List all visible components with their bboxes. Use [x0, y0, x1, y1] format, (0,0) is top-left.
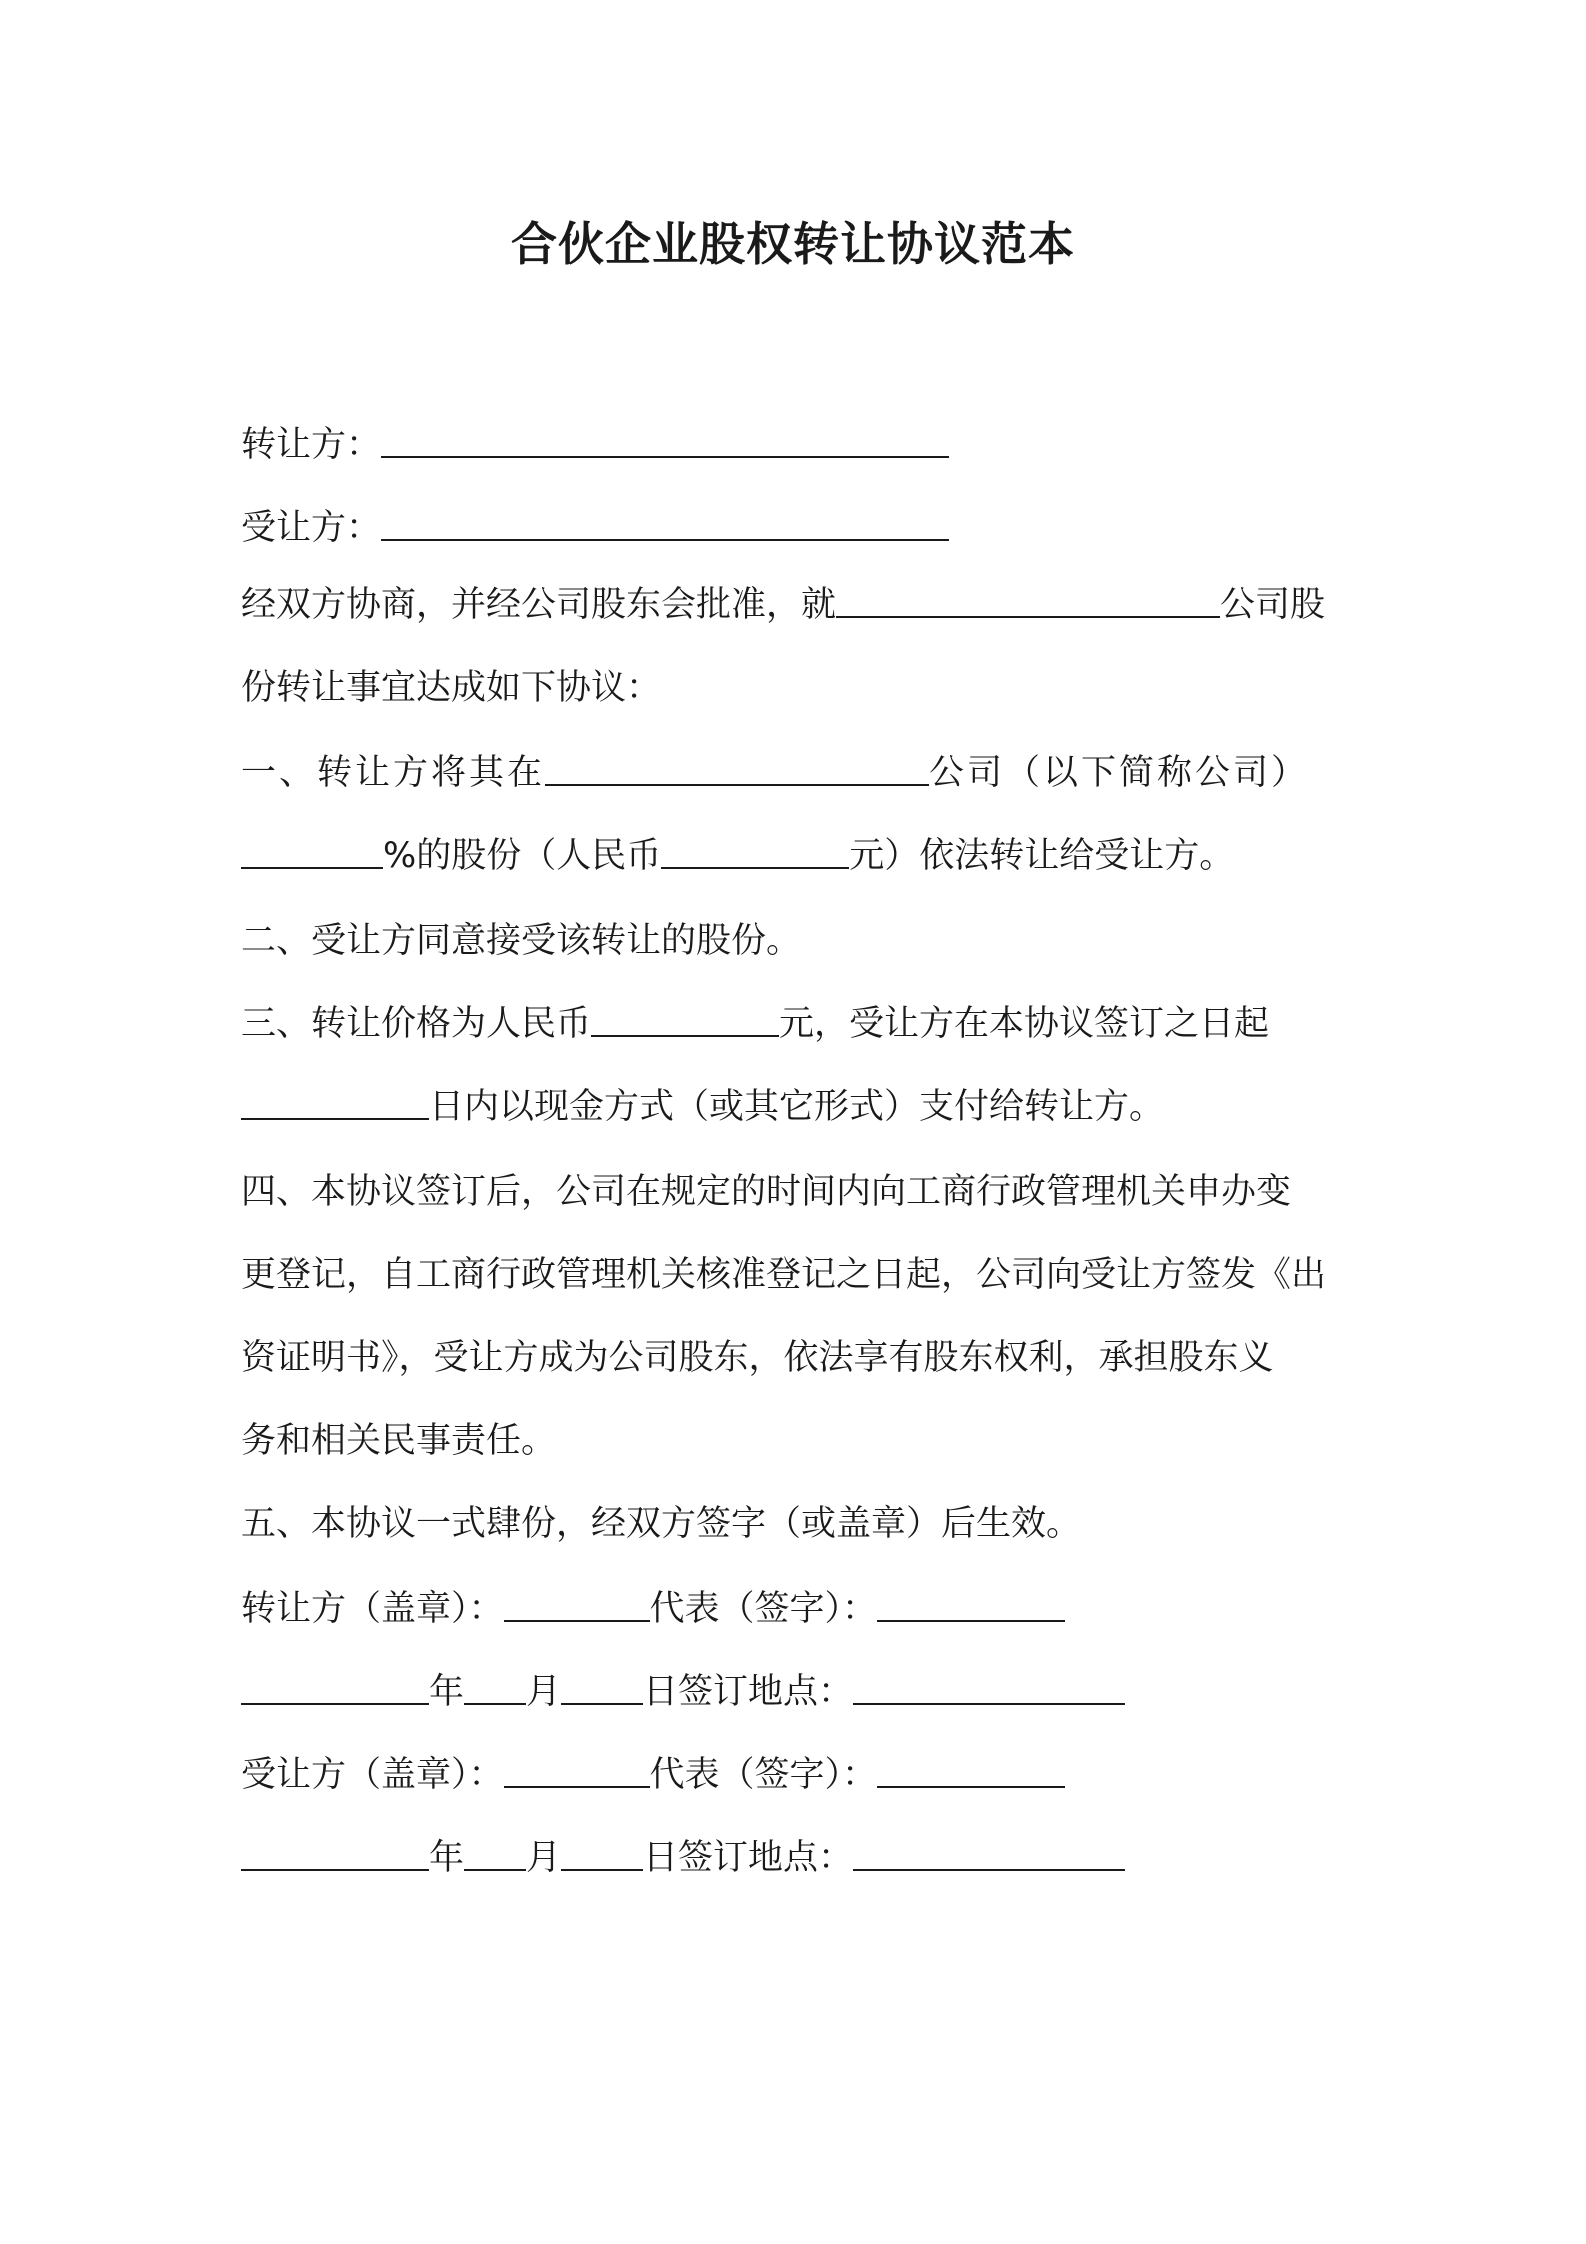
intro-text-1: 经双方协商，并经公司股东会批准，就: [241, 585, 837, 625]
intro-text-2: 公司股: [1220, 585, 1326, 625]
transferor-signature-line: [241, 1584, 1361, 1634]
clause1-text-2: 公司（以下简称公司）: [929, 753, 1310, 793]
transferor-label: 转让方：: [241, 425, 382, 465]
transferor-month-label: 月: [526, 1672, 562, 1712]
transferor-seal-label: 转让方（盖章）：: [241, 1589, 504, 1629]
clause4-line-1: [241, 1167, 1361, 1217]
clause1-line-2: [241, 831, 1361, 881]
transferee-place-label: 日签订地点：: [643, 1838, 854, 1878]
clause1-text-1: 一、转让方将其在: [241, 753, 546, 793]
transferor-place-label: 日签订地点：: [643, 1672, 854, 1712]
transferee-label: 受让方：: [241, 508, 382, 548]
clause4-text-3: 资证明书》，受让方成为公司股东，依法享有股东权利，承担股东义: [241, 1338, 1274, 1378]
transferor-date-line: [241, 1667, 1361, 1717]
transferor-year-label: 年: [429, 1672, 465, 1712]
clause5-line: [241, 1499, 1361, 1549]
clause4-line-3: [241, 1333, 1361, 1383]
clause1-text-4: 元）依法转让给受让方。: [849, 836, 1235, 876]
clause4-text-1: 四、本协议签订后，公司在规定的时间内向工商行政管理机关申办变: [241, 1172, 1292, 1212]
clause2-line: [241, 916, 1361, 966]
transferee-date-line: [241, 1833, 1361, 1883]
intro-line-2: [241, 663, 1361, 713]
document-title: 合伙企业股权转让协议范本: [511, 217, 1075, 271]
intro-line-1: [241, 580, 1361, 630]
clause5-text: 五、本协议一式肆份，经双方签字（或盖章）后生效。: [241, 1504, 1082, 1544]
clause3-text-3: 日内以现金方式（或其它形式）支付给转让方。: [429, 1087, 1165, 1127]
transferee-line: [241, 503, 1361, 553]
clause4-line-4: [241, 1416, 1361, 1466]
intro-text-3: 份转让事宜达成如下协议：: [241, 668, 662, 708]
transferee-representative-label: 代表（签字）：: [649, 1755, 878, 1795]
transferee-seal-label: 受让方（盖章）：: [241, 1755, 504, 1795]
clause4-text-4: 务和相关民事责任。: [241, 1421, 557, 1461]
transferee-year-label: 年: [429, 1838, 465, 1878]
clause3-line-2: [241, 1082, 1361, 1132]
transferee-signature-line: [241, 1750, 1361, 1800]
clause3-text-2: 元，受让方在本协议签订之日起: [779, 1004, 1270, 1044]
clause3-line-1: [241, 999, 1361, 1049]
clause4-text-2: 更登记，自工商行政管理机关核准登记之日起，公司向受让方签发《出: [241, 1255, 1327, 1295]
clause1-line-1: [241, 748, 1361, 798]
clause2-text: 二、受让方同意接受该转让的股份。: [241, 921, 802, 961]
transferor-representative-label: 代表（签字）：: [649, 1589, 878, 1629]
clause4-line-2: [241, 1250, 1361, 1300]
transferor-line: [241, 420, 1361, 470]
clause3-text-1: 三、转让价格为人民币: [241, 1004, 592, 1044]
transferee-month-label: 月: [526, 1838, 562, 1878]
clause1-text-3: %的股份（人民币: [383, 836, 662, 876]
